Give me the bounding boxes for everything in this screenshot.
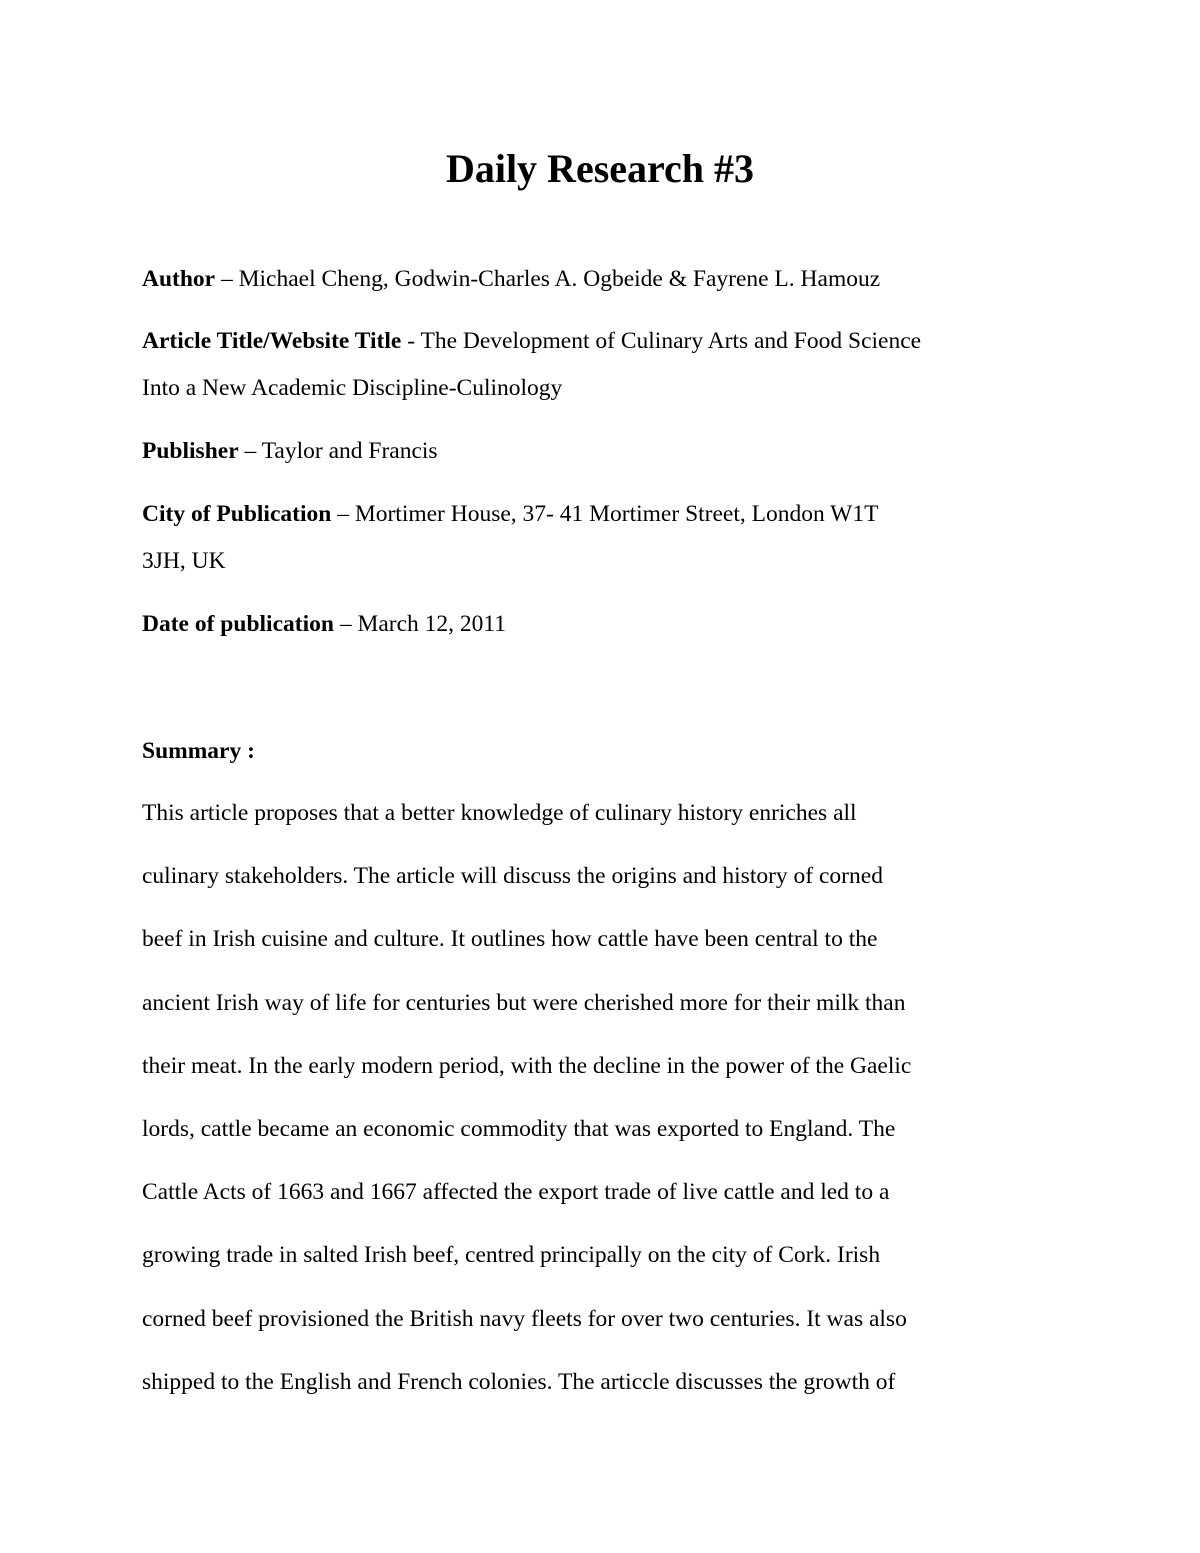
publisher-label: Publisher xyxy=(142,438,239,464)
publisher-separator: – xyxy=(238,438,262,464)
summary-line: This article proposes that a better knowledge of culinary history enriches all xyxy=(142,800,857,826)
summary-line: beef in Irish cuisine and culture. It outlines how cattle have been central to the xyxy=(142,926,878,953)
article-title-label: Article Title/Website Title xyxy=(142,328,402,354)
summary-line: corned beef provisioned the British navy fleets for over two centuries. It was also xyxy=(142,1305,907,1332)
city-line-2: 3JH, UK xyxy=(142,548,226,574)
date-field xyxy=(142,601,1062,648)
author-label: Author xyxy=(142,266,216,292)
city-field xyxy=(142,491,1062,585)
summary-line: lords, cattle became an economic commodity that was exported to England. The xyxy=(142,1115,896,1142)
author-value: Michael Cheng, Godwin-Charles A. Ogbeide & Fayrene L. Hamouz xyxy=(238,266,881,292)
page-title: Daily Research #3 xyxy=(445,146,755,191)
summary-line: growing trade in salted Irish beef, centred principally on the city of Cork. Irish xyxy=(142,1242,881,1269)
city-line-1: Mortimer House, 37- 41 Mortimer Street, London W1T xyxy=(354,501,879,527)
author-field xyxy=(142,256,1062,303)
article-title-separator: - xyxy=(401,328,421,354)
date-label: Date of publication xyxy=(142,611,334,637)
summary-line: ancient Irish way of life for centuries but were cherished more for their milk than xyxy=(142,989,906,1016)
city-label: City of Publication xyxy=(142,501,332,527)
summary-line: their meat. In the early modern period, with the decline in the power of the Gaelic xyxy=(142,1052,912,1079)
date-separator: – xyxy=(333,611,358,637)
city-separator: – xyxy=(331,501,355,527)
publisher-value: Taylor and Francis xyxy=(261,438,438,464)
article-title-line-2: Into a New Academic Discipline-Culinology xyxy=(142,375,563,401)
article-title-field xyxy=(142,318,1062,412)
summary-line: shipped to the English and French colonies. The articcle discusses the growth of xyxy=(142,1368,896,1395)
publisher-field xyxy=(142,428,1062,475)
summary-heading: Summary : xyxy=(142,738,255,764)
summary-paragraph xyxy=(142,782,1062,1414)
summary-line: culinary stakeholders. The article will discuss the origins and history of corned xyxy=(142,863,883,890)
summary-line: Cattle Acts of 1663 and 1667 affected the export trade of live cattle and led to a xyxy=(142,1179,890,1206)
author-separator: – xyxy=(215,266,239,292)
date-value: March 12, 2011 xyxy=(357,611,507,637)
article-title-line-1: The Development of Culinary Arts and Food Science xyxy=(420,328,922,354)
